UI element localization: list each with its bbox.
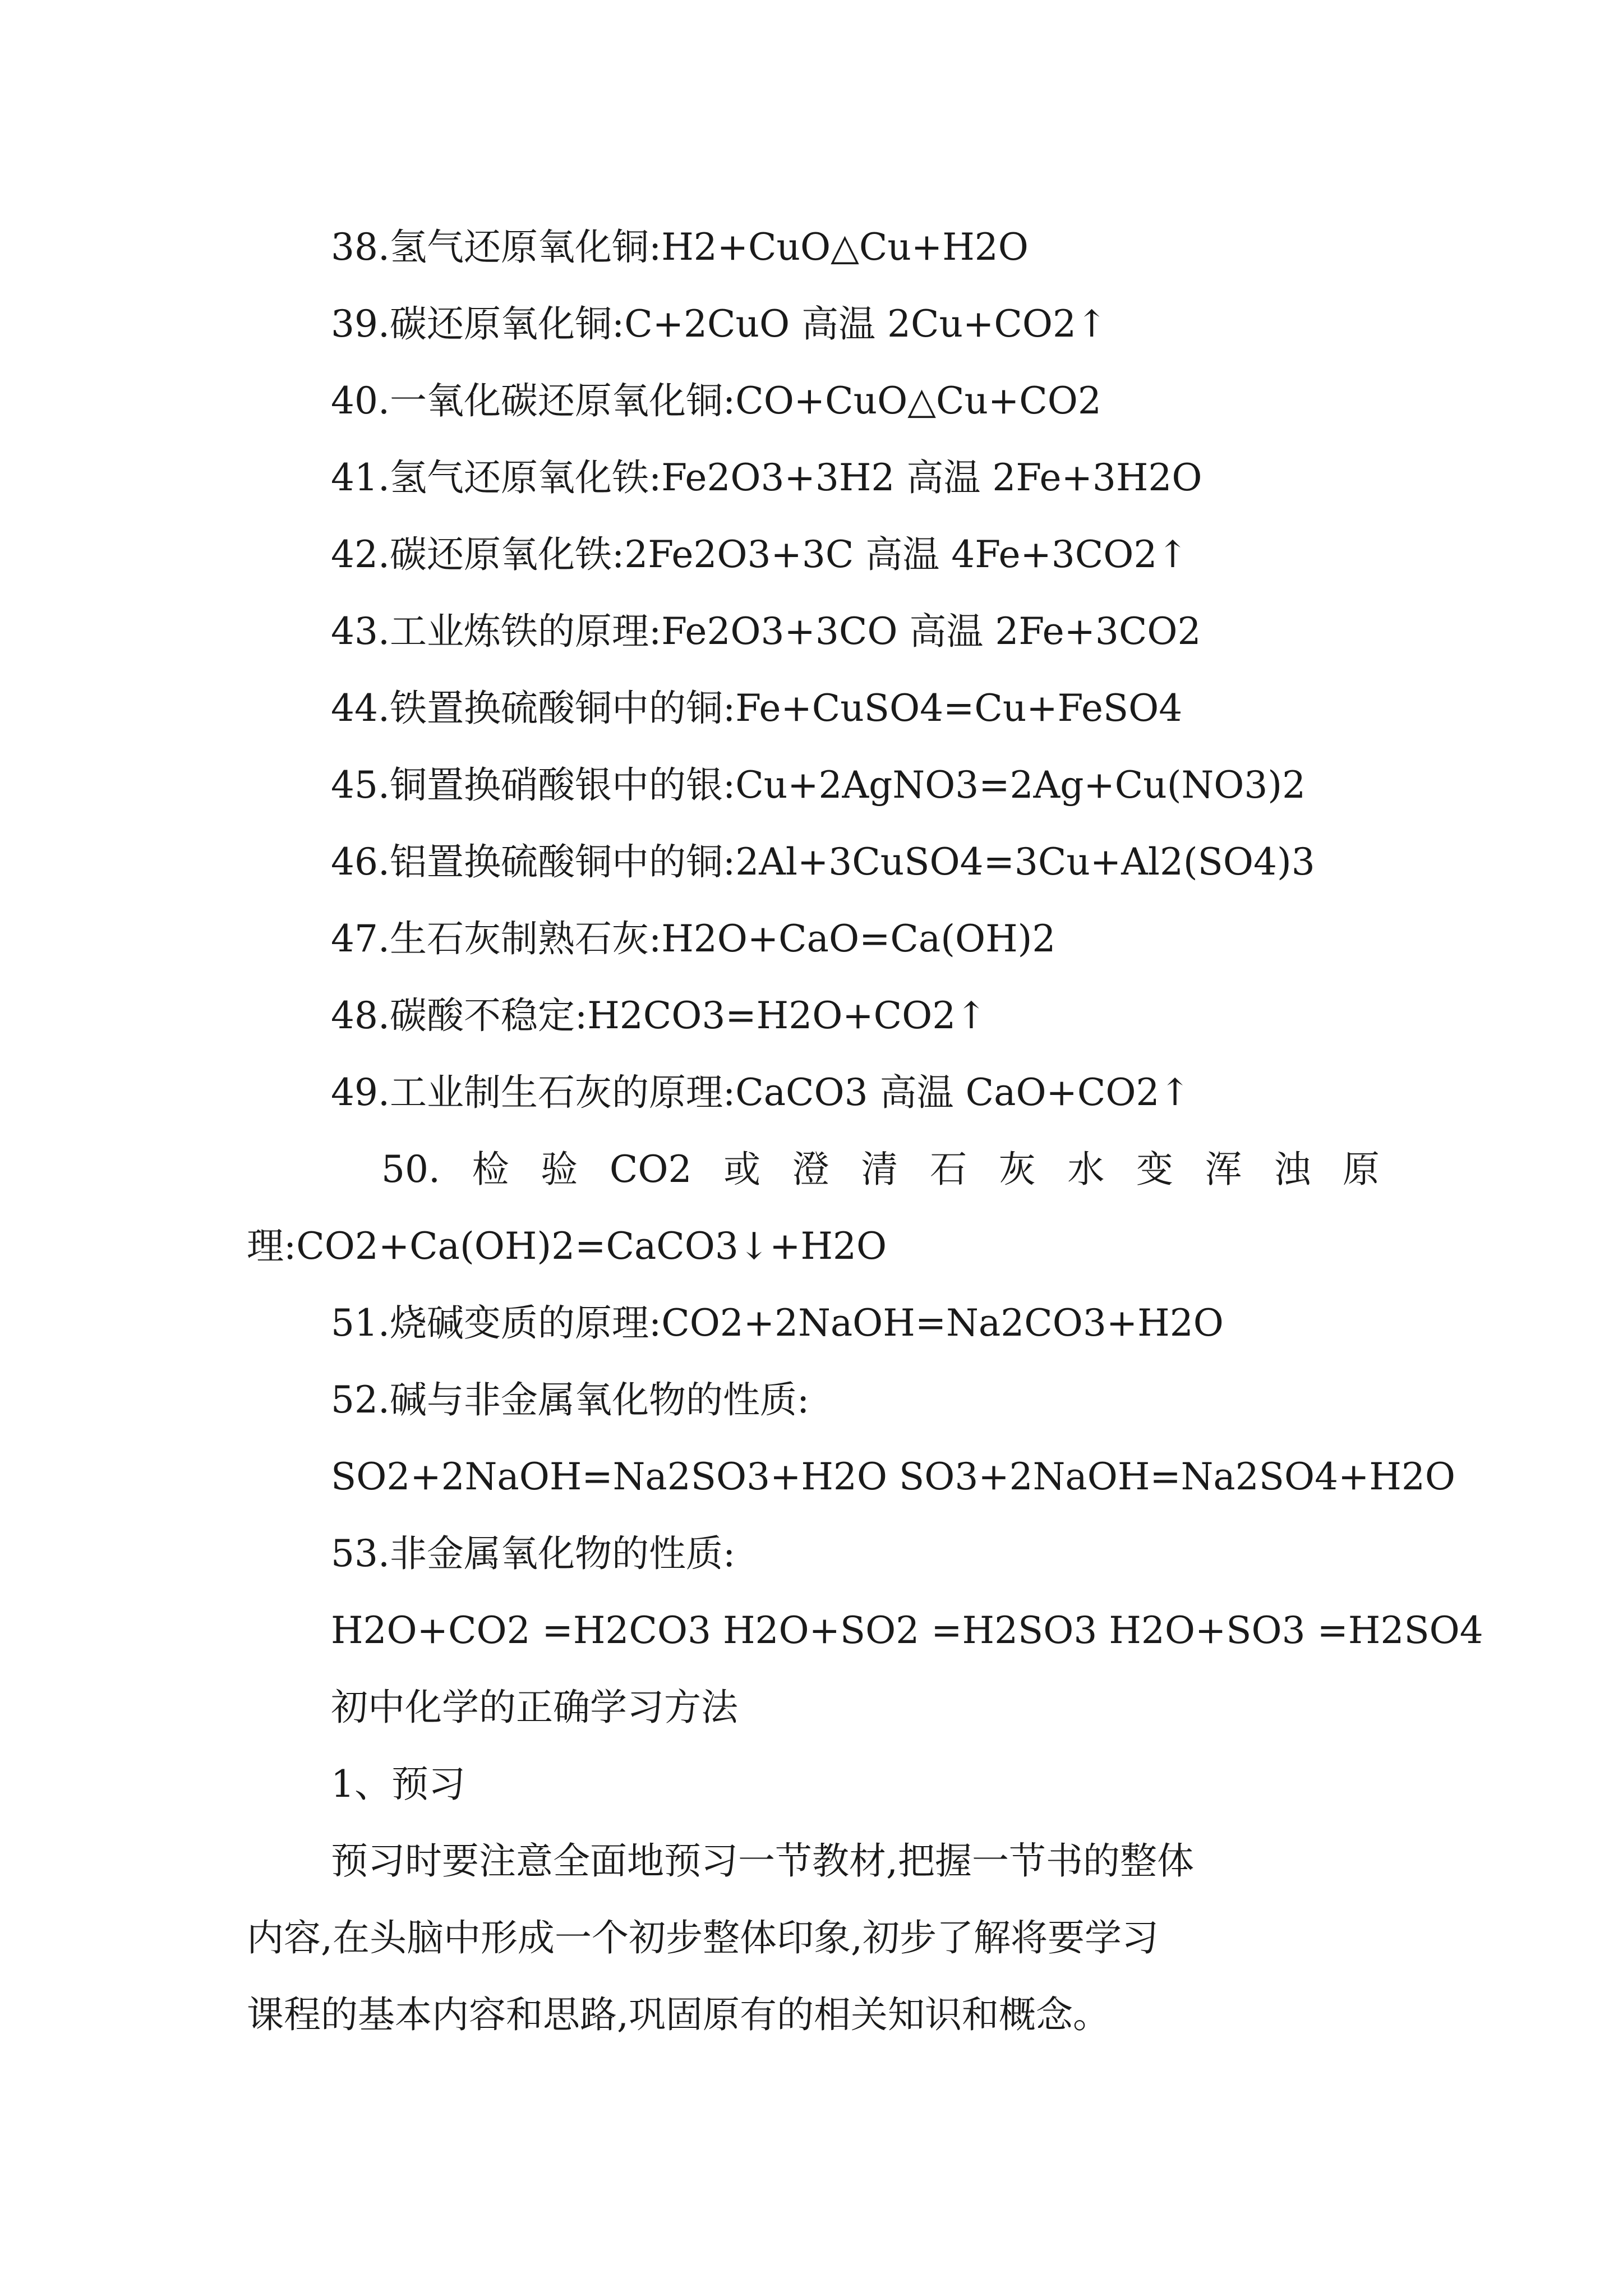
equation-line-39: 39.碳还原氧化铜:C+2CuO 高温 2Cu+CO2↑ bbox=[331, 302, 1108, 346]
item50-word: CO2 bbox=[609, 1148, 692, 1191]
item50-word: 原 bbox=[1342, 1148, 1380, 1191]
equation-line-47: 47.生石灰制熟石灰:H2O+CaO=Ca(OH)2 bbox=[331, 917, 1056, 960]
equation-line-40: 40.一氧化碳还原氧化铜:CO+CuO△Cu+CO2 bbox=[331, 379, 1101, 422]
equation-line-46: 46.铝置换硫酸铜中的铜:2Al+3CuSO4=3Cu+Al2(SO4)3 bbox=[331, 840, 1315, 884]
equation-line-49: 49.工业制生石灰的原理:CaCO3 高温 CaO+CO2↑ bbox=[331, 1071, 1191, 1114]
item50-word: 浑 bbox=[1205, 1148, 1242, 1191]
equation-line-50-first bbox=[247, 1131, 1380, 1208]
document-body bbox=[247, 209, 1483, 2053]
equation-line-53-equations: H2O+CO2 =H2CO3 H2O+SO2 =H2SO3 H2O+SO3 =H2SO4 bbox=[331, 1609, 1483, 1652]
equation-line-50-cont: 理:CO2+Ca(OH)2=CaCO3↓+H2O bbox=[247, 1225, 887, 1268]
item50-word: 变 bbox=[1136, 1148, 1173, 1191]
item50-word: 澄 bbox=[792, 1148, 829, 1191]
item50-word: 检 bbox=[472, 1148, 509, 1191]
paragraph-line: 内容,在头脑中形成一个初步整体印象,初步了解将要学习 bbox=[247, 1916, 1159, 1959]
equation-line-44: 44.铁置换硫酸铜中的铜:Fe+CuSO4=Cu+FeSO4 bbox=[331, 687, 1183, 730]
paragraph-line: 课程的基本内容和思路,巩固原有的相关知识和概念。 bbox=[247, 1993, 1110, 2036]
equation-line-41: 41.氢气还原氧化铁:Fe2O3+3H2 高温 2Fe+3H2O bbox=[331, 456, 1202, 499]
equation-line-42: 42.碳还原氧化铁:2Fe2O3+3C 高温 4Fe+3CO2↑ bbox=[331, 533, 1188, 576]
subsection-title: 1、预习 bbox=[331, 1763, 465, 1806]
item50-word: 清 bbox=[861, 1148, 898, 1191]
equation-line-38: 38.氢气还原氧化铜:H2+CuO△Cu+H2O bbox=[331, 226, 1029, 269]
equation-line-53-title: 53.非金属氧化物的性质: bbox=[331, 1532, 736, 1575]
item50-word: 石 bbox=[930, 1148, 967, 1191]
item50-word: 浊 bbox=[1274, 1148, 1311, 1191]
equation-line-43: 43.工业炼铁的原理:Fe2O3+3CO 高温 2Fe+3CO2 bbox=[331, 610, 1201, 653]
equation-line-45: 45.铜置换硝酸银中的银:Cu+2AgNO3=2Ag+Cu(NO3)2 bbox=[331, 763, 1306, 807]
item50-word: 验 bbox=[541, 1148, 578, 1191]
section-title: 初中化学的正确学习方法 bbox=[331, 1686, 738, 1729]
item50-word: 或 bbox=[723, 1148, 761, 1191]
paragraph-line: 预习时要注意全面地预习一节教材,把握一节书的整体 bbox=[331, 1839, 1194, 1883]
equation-line-51: 51.烧碱变质的原理:CO2+2NaOH=Na2CO3+H2O bbox=[331, 1301, 1224, 1345]
item50-word: 50. bbox=[381, 1148, 440, 1191]
item50-word: 灰 bbox=[998, 1148, 1036, 1191]
item50-word: 水 bbox=[1067, 1148, 1105, 1191]
equation-line-52-equations: SO2+2NaOH=Na2SO3+H2O SO3+2NaOH=Na2SO4+H2O bbox=[331, 1455, 1456, 1498]
equation-line-48: 48.碳酸不稳定:H2CO3=H2O+CO2↑ bbox=[331, 994, 987, 1037]
equation-line-52-title: 52.碱与非金属氧化物的性质: bbox=[331, 1378, 810, 1421]
